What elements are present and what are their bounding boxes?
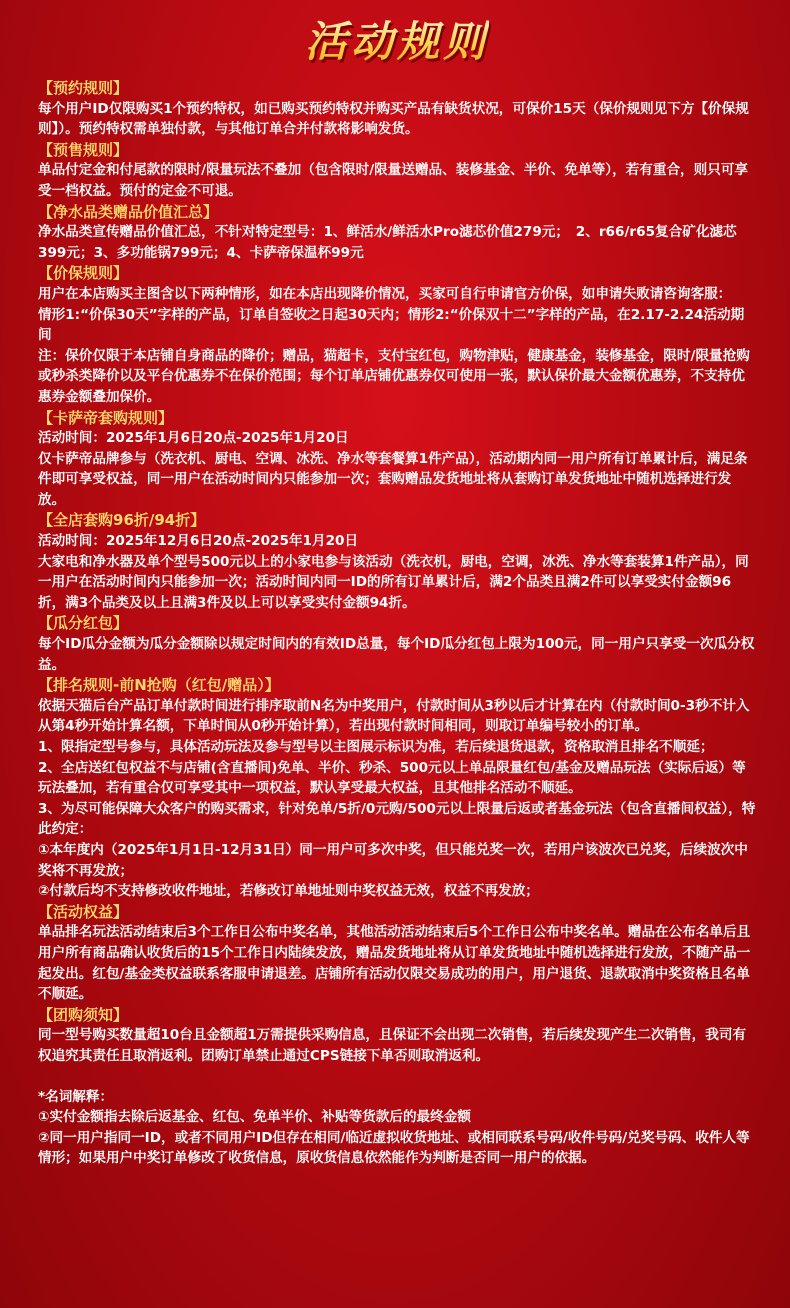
- section-heading: 【瓜分红包】: [38, 614, 129, 633]
- section-paragraph: 1、限指定型号参与，具体活动玩法及参与型号以主图展示标识为准，若后续退货退款，资格取消且排名不顺延；: [38, 739, 714, 755]
- section-paragraph: 情形1:“价保30天”字样的产品，订单自签收之日起30天内；情形2:“价保双十二”字样的产品，在2.17-2.24活动期间: [38, 306, 745, 344]
- section-paragraph: 同一型号购买数量超10台且金额超1万需提供采购信息，且保证不会出现二次销售，若后续发现产生二次销售，我司有权追究其责任且取消返利。团购订单禁止通过CPS链接下单否则取消返利。: [38, 1027, 747, 1064]
- section-paragraph: 活动时间：2025年12月6日20点-2025年1月20日: [38, 533, 359, 550]
- section-ranking-rules: [38, 675, 764, 902]
- section-heading: 【排名规则-前N抢购（红包/赠品）】: [38, 676, 280, 695]
- section-casarte-bundle: [38, 408, 756, 511]
- section-paragraph: 大家电和净水器及单个型号500元以上的小家电参与该活动（洗衣机，厨电，空调，冰洗、净水等套装算1件产品），同一用户在活动时间内只能参加一次；活动时间内同一ID的所有订单累计后，满2个品类且满2件可以享受实付金额96折，满3个品类及以上且满3件及以上可以享受实付金额94折。: [38, 553, 749, 611]
- section-paragraph: 仅卡萨帝品牌参与（洗衣机、厨电、空调、冰洗、净水等套餐算1件产品），活动期内同一用户所有订单累计后，满足条件即可享受权益，同一用户在活动时间内只能参加一次；套购赠品发货地址将从套购订单发货地址中随机选择进行发放。: [38, 450, 748, 508]
- section-paragraph: 2、全店送红包权益不与店铺(含直播间)免单、半价、秒杀、500元以上单品限量红包/基金及赠品玩法（实际后返）等玩法叠加，若有重合仅可享受其中一项权益，默认享受最大权益，且其他排名活动不顺延。: [38, 759, 746, 797]
- spacer: [38, 1067, 756, 1087]
- section-paragraph: ①本年度内（2025年1月1日-12月31日）同一用户可多次中奖，但只能兑奖一次，若用户该波次已兑奖，后续波次中奖将不再发放；: [38, 841, 748, 879]
- section-heading: 【团购须知】: [38, 1005, 129, 1024]
- section-paragraph: 用户在本店购买主图含以下两种情形，如在本店出现降价情况，买家可自行申请官方价保，如申请失败请咨询客服：: [38, 285, 732, 302]
- title-banner: [38, 0, 756, 78]
- section-paragraph: 每个ID瓜分金额为瓜分金额除以规定时间内的有效ID总量，每个ID瓜分红包上限为100元，同一用户只享受一次瓜分权益。: [38, 636, 755, 673]
- glossary-item: ②同一用户指同一ID，或者不同用户ID但存在相同/临近虚拟收货地址、或相同联系号码/收件号码/兑奖号码、收件人等情形；如果用户中奖订单修改了收货信息，原收货信息依然能作为判断是否同一用户的依据。: [38, 1129, 750, 1167]
- glossary: [38, 1087, 756, 1169]
- section-price-protection: [38, 263, 756, 407]
- section-paragraph: 单品付定金和付尾款的限时/限量玩法不叠加（包含限时/限量送赠品、装修基金、半价、免单等），若有重合，则只可享受一档权益。预付的定金不可退。: [38, 162, 749, 199]
- section-heading: 【全店套购96折/94折】: [38, 511, 206, 530]
- section-paragraph: 每个用户ID仅限购买1个预约特权，如已购买预约特权并购买产品有缺货状况，可保价15天（保价规则见下方【价保规则】）。预约特权需单独付款，与其他订单合并付款将影响发货。: [38, 100, 749, 138]
- section-paragraph: 活动时间：2025年1月6日20点-2025年1月20日: [38, 430, 349, 447]
- section-heading: 【预约规则】: [38, 79, 129, 97]
- rules-content: [38, 78, 764, 1169]
- section-paragraph: 单品排名玩法活动结束后3个工作日公布中奖名单，其他活动活动结束后5个工作日公布中奖名单。赠品在公布名单后且用户所有商品确认收货后的15个工作日内陆续发放，赠品发货地址将从订单发货地址中随机选择进行发放，不随产品一起发出。红包/基金类权益联系客服申请退差。店铺所有活动仅限交易成功的用户，用户退货、退款取消中奖资格且名单不顺延。: [38, 924, 751, 1003]
- section-water-gifts: [38, 202, 756, 264]
- section-store-bundle-discount: [38, 510, 756, 613]
- glossary-heading: *名词解释：: [38, 1088, 114, 1105]
- section-paragraph: 依据天猫后台产品订单付款时间进行排序取前N名为中奖用户，付款时间从3秒以后才计算在内（付款时间0-3秒不计入 从第4秒开始计算名额，下单时间从0秒开始计算），若出现付款时间相同，则取订单编号较小的订单。: [38, 697, 764, 735]
- page-title: 活动规则: [305, 9, 489, 69]
- section-red-packet-split: [38, 613, 756, 675]
- section-paragraph: 3、为尽可能保障大众客户的购买需求，针对免单/5折/0元购/500元以上限量后返或者基金玩法（包含直播间权益），特此约定：: [38, 800, 756, 838]
- section-heading: 【净水品类赠品价值汇总】: [38, 202, 219, 221]
- section-heading: 【预售规则】: [38, 140, 129, 159]
- section-group-purchase: [38, 1005, 756, 1067]
- section-reservation: [38, 78, 756, 140]
- section-activity-benefits: [38, 902, 756, 1005]
- section-paragraph: ②付款后均不支持修改收件地址，若修改订单地址则中奖权益无效，权益不再发放；: [38, 883, 539, 900]
- section-paragraph: 注：保价仅限于本店铺自身商品的降价；赠品，猫超卡，支付宝红包，购物津贴，健康基金，装修基金，限时/限量抢购或秒杀类降价以及平台优惠券不在保价范围；每个订单店铺优惠券仅可使用一张，默认保价最大金额优惠券，不支持优惠券金额叠加保价。: [38, 347, 750, 405]
- glossary-item: ①实付金额指去除后返基金、红包、免单半价、补贴等货款后的最终金额: [38, 1109, 471, 1126]
- section-heading: 【活动权益】: [38, 902, 129, 921]
- section-presale: [38, 140, 756, 202]
- section-heading: 【卡萨帝套购规则】: [38, 408, 174, 427]
- section-paragraph: 净水品类宣传赠品价值汇总，不针对特定型号：1、鲜活水/鲜活水Pro滤芯价值279元； 2、r66/r65复合矿化滤芯399元；3、多功能锅799元；4、卡萨帝保温杯99元: [38, 224, 737, 261]
- section-heading: 【价保规则】: [38, 264, 129, 283]
